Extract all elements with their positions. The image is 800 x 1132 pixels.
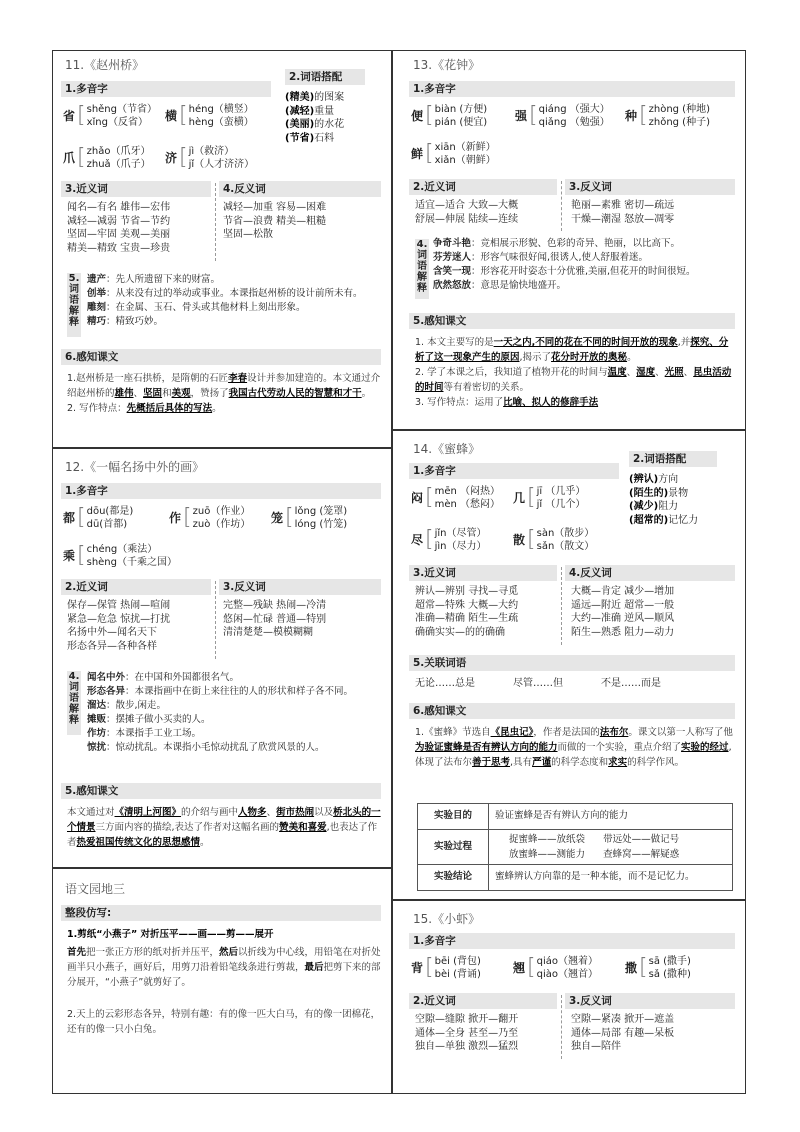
polyphone-item: 省 [ shěng（节省） xǐng（反省） bbox=[63, 103, 157, 128]
antonym-list: 大概—肯定 减少—增加 遥远—附近 超常—一般 大约—准确 逆风—顺风 陌生—熟悉 阻力—动力 bbox=[571, 586, 675, 638]
antonym-list: 艳丽—素雅 密切—疏远 干燥—潮湿 怒放—凋零 bbox=[571, 200, 675, 225]
collocation-list: (辨认)方向 (陌生的)景物 (减少)阻力 (超常的)记忆力 bbox=[629, 474, 699, 526]
antonym-list: 空隙—紧凑 掀开—遮盖 通体—局部 有趣—呆板 独自—陪伴 bbox=[571, 1014, 675, 1052]
lesson-title: 14.《蜜蜂》 bbox=[413, 442, 481, 456]
polyphone-item: 闷 [ mēn （闷热） mèn （愁闷） bbox=[411, 485, 501, 510]
lesson-title: 13.《花钟》 bbox=[413, 58, 481, 72]
section-header: 1.多音字 bbox=[61, 483, 381, 499]
polyphone-item: 背 [ bēi (背包) bèi (背诵) bbox=[411, 955, 481, 980]
word-explanation-list: 争奇斗艳：竞相展示形貌、色彩的奇异、艳丽，以比高下。 芬芳迷人：形容气味很好闻,很诱人,使人舒服着迷。 含笑一现：形容花开时姿态十分优雅,美丽,但花开的时间很短。 欣然怒放：意思是愉快地盛开。 bbox=[433, 238, 696, 291]
lesson-title: 11.《赵州桥》 bbox=[65, 58, 145, 72]
polyphone-item: 都 [ dōu(都是) dū(首都) bbox=[63, 505, 134, 530]
section-header: 3.反义词 bbox=[219, 579, 381, 595]
section-header: 1.多音字 bbox=[409, 463, 619, 479]
section-header: 5.关联词语 bbox=[409, 655, 735, 671]
section-header: 整段仿写: bbox=[61, 905, 381, 921]
table-key: 实验过程 bbox=[418, 830, 489, 865]
section-header: 1.多音字 bbox=[409, 933, 735, 949]
antonym-list: 减轻—加重 容易—困难 节省—浪费 精美—粗糙 坚固—松散 bbox=[223, 202, 327, 240]
antonym-list: 完整—残缺 热闹—冷清 悠闲—忙碌 普通—特别 清清楚楚—模模糊糊 bbox=[223, 600, 327, 638]
lesson-13-panel bbox=[392, 50, 746, 430]
synonym-list: 闻名—有名 雄伟—宏伟 减轻—减弱 节省—节约 坚固—牢固 美观—美丽 精美—精致 宝贵—珍贵 bbox=[67, 202, 171, 254]
collocation-list: (精美)的图案 (减轻)重量 (美丽)的水花 (节省)石料 bbox=[285, 92, 345, 144]
lesson-11-panel bbox=[52, 50, 392, 448]
section-header: 4.反义词 bbox=[565, 565, 735, 581]
polyphone-item: 作 [ zuō（作业） zuò（作坊） bbox=[169, 505, 251, 530]
section-header: 3.近义词 bbox=[61, 181, 211, 197]
table-row bbox=[418, 830, 733, 865]
experiment-table bbox=[417, 803, 733, 891]
table-row bbox=[418, 865, 733, 891]
section-header: 4.反义词 bbox=[219, 181, 381, 197]
word-explanation-list: 闻名中外：在中国和外国都很名气。 形态各异：本课指画中在街上来往往的人的形状和样子各不同。 溜达：散步,闲走。 摊贩：摆摊子做小买卖的人。 作坊：本课指手工业工场。 惊扰：惊动扰乱。本课指小毛惊动扰乱了欣赏风景的人。 bbox=[87, 672, 354, 753]
polyphone-item: 便 [ biàn (方便) pián (便宜) bbox=[411, 103, 488, 128]
synonym-list: 辨认—辨别 寻找—寻觅 超常—特殊 大概—大约 准确—精确 陌生—生疏 确确实实—的的确确 bbox=[415, 586, 519, 638]
table-value: 验证蜜蜂是否有辨认方向的能力 bbox=[489, 804, 733, 830]
text-summary: 1. 本文主要写的是一天之内,不同的花在不同的时间开放的现象,并探究、分析了这一现象产生的原因,揭示了花分时开放的奥秘。 2. 学了本课之后，我知道了植物开花的时间与温度、湿度、光照、昆虫活动的时间等有着密切的关系。 3. 写作特点：运用了比喻、拟人的修辞手法 bbox=[415, 337, 732, 408]
section-header: 2.近义词 bbox=[61, 579, 211, 595]
section-header: 1.多音字 bbox=[409, 81, 735, 97]
paragraph-sample-2: 2.天上的云彩形态各异，特别有趣：有的像一匹大白马，有的像一团棉花，还有的像一只小白兔。 bbox=[67, 1009, 381, 1035]
lesson-14-panel bbox=[392, 430, 746, 900]
section-header: 6.感知课文 bbox=[409, 703, 735, 719]
conjunction-list: 无论……总是 尽管……但 不是……而是 bbox=[415, 678, 661, 689]
yuwen-yuandi-panel bbox=[52, 868, 392, 1094]
section-header: 5.感知课文 bbox=[409, 313, 735, 329]
polyphone-item: 强 [ qiáng （强大） qiǎng （勉强） bbox=[515, 103, 610, 128]
word-explanation-list: 遗产：先人所遗留下来的财富。 创举：从来没有过的举动或事业。本课指赵州桥的设计前所未有。 雕刻：在金属、玉石、骨头或其他材料上刻出形象。 精巧：精致巧妙。 bbox=[87, 274, 363, 327]
table-row bbox=[418, 804, 733, 830]
text-summary: 本文通过对《清明上河图》的介绍与画中人物多、街市热闹以及桥北头的一个情景三方面内容的描绘,表达了作者对这幅名画的赞美和喜爱,也表达了作者热爱祖国传统文化的思想感情。 bbox=[67, 807, 381, 848]
paragraph-sample-1: 首先把一张正方形的纸对折并压平，然后以折线为中心线，用铅笔在对折处画半只小燕子，画好后，用剪刀沿着铅笔线条进行剪裁，最后把剪下来的部分展开，“小燕子”就剪好了。 bbox=[67, 947, 381, 988]
polyphone-item: 种 [ zhòng (种地) zhǒng (种子) bbox=[625, 103, 710, 128]
polyphone-item: 几 [ jī （几乎） jǐ （几个） bbox=[513, 485, 586, 510]
section-header: 3.反义词 bbox=[565, 993, 735, 1009]
polyphone-item: 笼 [ lǒng (笼罩) lóng (竹笼) bbox=[271, 505, 348, 530]
section-header: 2.近义词 bbox=[409, 179, 557, 195]
polyphone-item: 散 [ sàn（散步） sǎn（散文） bbox=[513, 527, 595, 552]
section-header: 5.词语解释 bbox=[67, 273, 81, 337]
synonym-list: 保存—保管 热闹—喧闹 紧急—危急 惊扰—打扰 名扬中外—闻名天下 形态各异—各种各样 bbox=[67, 600, 171, 652]
lesson-12-panel bbox=[52, 448, 392, 868]
lesson-title: 15.《小虾》 bbox=[413, 912, 481, 926]
text-summary: 1.《蜜蜂》节选自《昆虫记》，作者是法国的法布尔。课文以第一人称写了他为验证蜜蜂是否有辨认方向的能力而做的一个实验，重点介绍了实验的经过,体现了法布尔善于思考,具有严谨的科学态度和求实的科学作风。 bbox=[415, 727, 733, 768]
table-key: 实验目的 bbox=[418, 804, 489, 830]
section-header: 4.词语解释 bbox=[415, 239, 429, 299]
synonym-list: 空隙—缝隙 掀开—翻开 通体—全身 甚至—乃至 独自—单独 激烈—猛烈 bbox=[415, 1014, 519, 1052]
paragraph-heading: 1.剪纸“小燕子” 对折压平——画——剪——展开 bbox=[67, 929, 274, 940]
lesson-title: 12.《一幅名扬中外的画》 bbox=[65, 460, 205, 474]
table-key: 实验结论 bbox=[418, 865, 489, 891]
section-title: 语文园地三 bbox=[65, 882, 126, 896]
text-summary: 1.赵州桥是一座石拱桥，是隋朝的石匠李春设计并参加建造的。本文通过介绍赵州桥的雄伟、坚固和美观，赞扬了我国古代劳动人民的智慧和才干。 2. 写作特点：先概括后具体的写法。 bbox=[67, 373, 381, 414]
lesson-15-panel bbox=[392, 900, 746, 1094]
polyphone-item: 乘 [ chéng（乘法） shèng（千乘之国） bbox=[63, 543, 177, 568]
section-header: 3.反义词 bbox=[565, 179, 735, 195]
polyphone-item: 翘 [ qiáo（翘着） qiào（翘首） bbox=[513, 955, 598, 980]
polyphone-item: 鲜 [ xiān（新鲜） xiǎn（朝鲜） bbox=[411, 141, 496, 166]
section-header: 1.多音字 bbox=[61, 81, 271, 97]
section-header: 5.感知课文 bbox=[61, 783, 381, 799]
section-header: 3.近义词 bbox=[409, 565, 557, 581]
polyphone-item: 横 [ héng（横竖） hèng（蛮横） bbox=[165, 103, 254, 128]
table-value: 蜜蜂辨认方向靠的是一种本能，而不是记忆力。 bbox=[489, 865, 733, 891]
polyphone-item: 爪 [ zhǎo（爪牙） zhuǎ（爪子） bbox=[63, 145, 151, 170]
table-value: 捉蜜蜂——放纸袋 带远处——做记号 放蜜蜂——测能力 查蜂窝——解疑惑 bbox=[489, 830, 733, 865]
polyphone-item: 济 [ jì（救济） jǐ（人才济济） bbox=[165, 145, 255, 170]
polyphone-item: 尽 [ jǐn（尽管） jìn（尽力） bbox=[411, 527, 487, 552]
synonym-list: 适宜—适合 大致—大概 舒展—伸展 陆续—连续 bbox=[415, 200, 519, 225]
section-header: 2.近义词 bbox=[409, 993, 557, 1009]
section-header: 2.词语搭配 bbox=[629, 451, 717, 467]
section-header: 2.词语搭配 bbox=[285, 69, 365, 85]
section-header: 4.词语解释 bbox=[67, 671, 81, 735]
polyphone-item: 撒 [ sā (撒手) sǎ (撒种) bbox=[625, 955, 691, 980]
section-header: 6.感知课文 bbox=[61, 349, 381, 365]
